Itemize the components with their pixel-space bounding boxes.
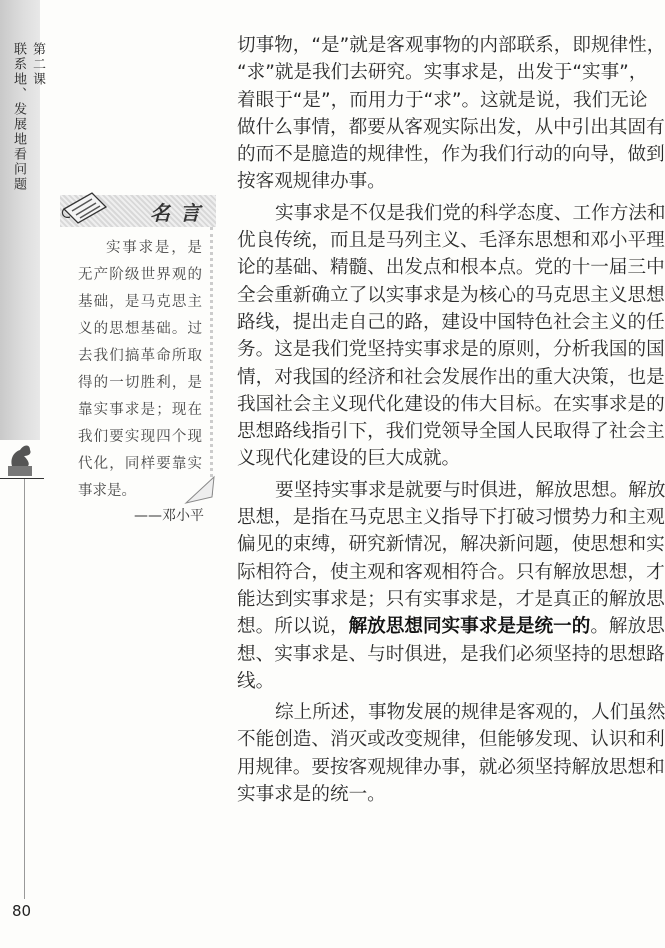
- text-line: 实事求是的统一。: [237, 784, 386, 806]
- text-line: [237, 613, 665, 640]
- quote-author: ——邓小平: [134, 508, 204, 524]
- quote-line: 靠实事求是；现在: [78, 402, 202, 418]
- text-line: 着眼于“是”，而用力于“求”。这就是说，我们无论: [237, 89, 648, 111]
- text-line: 际相符合，使主观和客观相符合。只有解放思想，才: [237, 561, 665, 583]
- quote-line: 去我们搞革命所取: [78, 348, 202, 364]
- text-line: 综上所述，事物发展的规律是客观的，人们虽然: [275, 702, 665, 724]
- text-line: 义现代化建设的巨大成就。: [237, 448, 461, 470]
- paragraph: [237, 200, 665, 473]
- lesson-heading: [9, 42, 47, 192]
- lesson-side-strip: [0, 0, 45, 440]
- page-curl-icon: [186, 477, 216, 505]
- text-line: 不能创造、消灭或改变规律，但能够发现、认识和利: [237, 729, 665, 751]
- quote-title: 名言: [150, 201, 210, 225]
- lesson-title: 联系地、发展地看问题: [11, 42, 26, 192]
- text-line: 偏见的束缚，研究新情况，解决新问题，使思想和实: [237, 534, 665, 556]
- quote-line: 义的思想基础。过: [78, 321, 202, 337]
- paragraph: [237, 477, 665, 695]
- text-line: 优良传统，而且是马列主义、毛泽东思想和邓小平理: [237, 230, 665, 252]
- text-segment: 想。所以说，: [237, 616, 349, 638]
- text-line: 我国社会主义现代化建设的伟大目标。在实事求是的: [237, 393, 665, 415]
- text-line: 实事求是不仅是我们党的科学态度、工作方法和: [275, 202, 665, 224]
- newspaper-icon: [58, 187, 114, 227]
- quote-line: 代化，同样要靠实: [78, 456, 202, 472]
- quote-line: 无产阶级世界观的: [78, 267, 202, 283]
- body-text: [237, 32, 665, 812]
- text-line: 务。这是我们党坚持实事求是的原则，分析我国的国: [237, 339, 665, 361]
- quote-line: 实事求是，是: [106, 240, 202, 256]
- text-line: “求”就是我们去研究。实事求是，出发于“实事”，: [237, 62, 648, 84]
- text-line: 情，对我国的经济和社会发展作出的重大决策，也是: [237, 366, 665, 388]
- text-line: 用规律。要按客观规律办事，就必须坚持解放思想和: [237, 756, 665, 778]
- quote-line: 事求是。: [78, 483, 136, 499]
- margin-line: [24, 479, 25, 899]
- lesson-number: 第二课: [30, 42, 45, 87]
- text-line: 思想，是指在马克思主义指导下打破习惯势力和主观: [237, 507, 665, 529]
- divider-line: [0, 478, 44, 479]
- quote-body: [60, 227, 213, 524]
- text-line: 线。: [237, 670, 275, 692]
- text-line: 思想路线指引下，我们党领导全国人民取得了社会主: [237, 421, 665, 443]
- key-point-bold: 解放思想同实事求是是统一的: [348, 616, 591, 638]
- text-line: 按客观规律办事。: [237, 171, 386, 193]
- text-line: 能达到实事求是；只有实事求是，才是真正的解放思: [237, 588, 665, 610]
- text-line: 路线，提出走自己的路，建设中国特色社会主义的任: [237, 311, 665, 333]
- text-line: 做什么事情，都要从客观实际出发，从中引出其固有: [237, 116, 665, 138]
- text-line: 论的基础、精髓、出发点和根本点。党的十一届三中: [237, 257, 665, 279]
- page-number: 80: [12, 902, 32, 920]
- thinker-statue-icon: [2, 440, 42, 476]
- text-line: 全会重新确立了以实事求是为核心的马克思主义思想: [237, 284, 665, 306]
- quote-line: 得的一切胜利，是: [78, 375, 202, 391]
- quote-line: 我们要实现四个现: [78, 429, 202, 445]
- text-segment: 。解放思: [590, 616, 665, 638]
- famous-quote-box: [60, 195, 216, 524]
- text-line: 的而不是臆造的规律性，作为我们行动的向导，做到: [237, 144, 665, 166]
- quote-line: 基础，是马克思主: [78, 294, 202, 310]
- text-line: 想、实事求是、与时俱进，是我们必须坚持的思想路: [237, 643, 665, 665]
- text-line: 要坚持实事求是就要与时俱进，解放思想。解放: [275, 479, 665, 501]
- paragraph: [237, 699, 665, 808]
- text-line: 切事物，“是”就是客观事物的内部联系，即规律性，: [237, 35, 665, 56]
- paragraph: [237, 32, 665, 196]
